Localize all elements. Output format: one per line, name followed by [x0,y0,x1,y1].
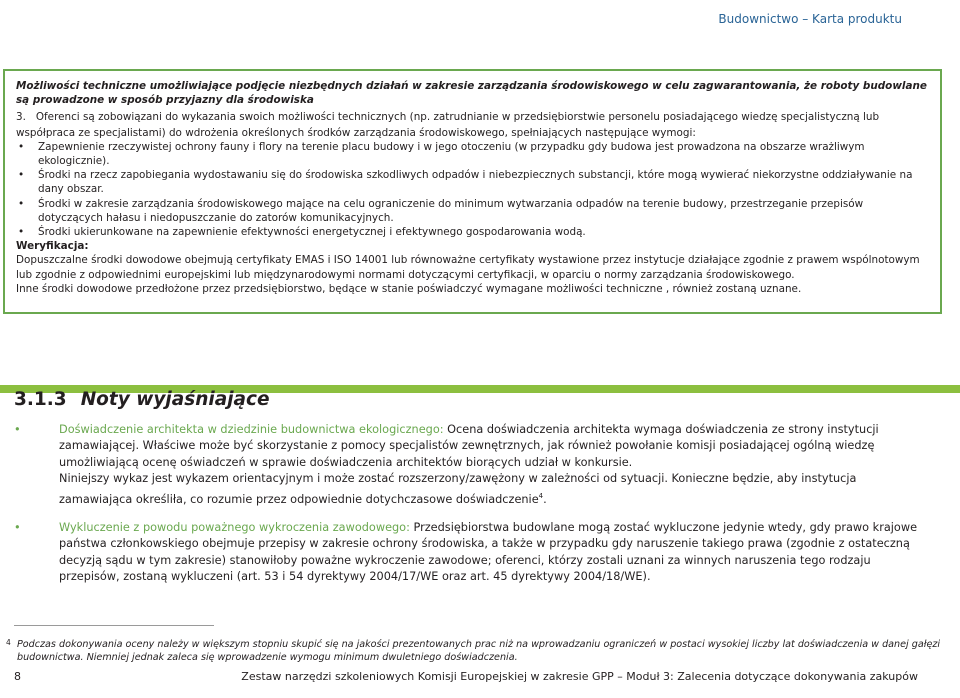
section-heading [14,389,270,410]
list-item: • Zapewnienie rzeczywistej ochrony fauny i flory na terenie placu budowy i w jego otoczeniu (w przypadku gdy budowa jest prowadzona na obszarze wrażliwym ekologicznie). [18,140,865,168]
explanatory-notes [14,422,919,585]
note-text: Przedsiębiorstwa budowlane mogą zostać wykluczone jedynie wtedy, gdy prawo krajowe państwa członkowskiego obejmuje przepisy w zakresie ochrony środowiska, a także w przypadku gdy naruszenie takiego prawa (zgodnie z ostateczną decyzją sądu w tym zakresie) stanowiłoby poważne wykroczenie zawodowe; oferenci, którzy zostali uznani za winnych naruszenia tego rodzaju przepisów, zostaną wykluczeni (art. 53 i 54 dyrektywy 2004/17/WE oraz art. 45 dyrektywy 2004/18/WE). [59,520,918,584]
bullet-icon: • [18,169,25,182]
running-header: Budownictwo – Karta produktu [718,12,902,26]
footnote-text: Podczas dokonywania oceny należy w większym stopniu skupić się na jakości prezentowanych prac niż na wprowadzaniu ograniczeń w postaci wysokiej liczby lat doświadczenia w danej gałęzi budownictwa. Niemniej jednak zaleca się wprowadzenie wymogu minimum dwuletniego doświadczenia. [17,639,941,663]
note-term: Wykluczenie z powodu poważnego wykroczenia zawodowego: [59,520,410,534]
footnote-ref[interactable]: 4 [538,491,544,500]
criteria-item [16,110,930,124]
criteria-box [3,69,942,314]
footer-title: Zestaw narzędzi szkoleniowych Komisji Europejskiej w zakresie GPP – Moduł 3: Zalecenia dotyczące dokonywania zakupów [241,670,918,683]
page-number: 8 [14,670,21,683]
bullet-icon: • [18,197,25,210]
bullet-icon: • [14,423,21,436]
note-text: Niniejszy wykaz jest wykazem orientacyjnym i może zostać rozszerzony/zawężony w zależności od sytuacji. Konieczne będzie, aby instytucja zamawiająca określiła, co rozumie przez odpowiednie dotychczasowe doświadczenie [59,472,857,506]
list-item: • Środki na rzecz zapobiegania wydostawaniu się do środowiska szkodliwych odpadów i niebezpiecznych substancji, które mogą wywierać niekorzystne oddziaływanie na dany obszar. [18,169,913,196]
list-item: • Środki ukierunkowane na zapewnienie efektywności energetycznej i efektywnego gospodarowania wodą. [18,226,586,239]
criteria-intro: współpraca ze specjalistami) do wdrożenia określonych środków zarządzania środowiskowego, spełniających następujące wymogi: [16,126,696,139]
item-number: 3. [16,111,26,124]
note-term: Doświadczenie architekta w dziedzinie budownictwa ekologicznego: [59,423,444,436]
note-item [14,520,919,586]
footnote-mark: 4 [6,638,11,647]
bullet-icon: • [18,140,25,153]
other-evidence-text: Inne środki dowodowe przedłożone przez przedsiębiorstwo, będące w stanie poświadczyć wymagane możliwości techniczne , również zostaną uznane. [16,282,802,295]
item-text: Oferenci są zobowiązani do wykazania swoich możliwości technicznych (np. zatrudnianie w przedsiębiorstwie personelu posiadającego wiedzę specjalistyczną lub [35,111,880,124]
note-item: • Doświadczenie architekta w dziedzinie budownictwa ekologicznego: Ocena doświadczenia architekta wymaga doświadczenia ze strony instytucji zamawiającej. Właściwe może być skorzystanie z pomocy specjalistów zewnętrznych, jak również powołanie komisji posiadającej ogólną wiedzę umożliwiającą ocenę oświadczeń w sprawie doświadczenia architektów biorących udział w konkursie. Niniejszy wykaz jest wykazem orientacyjnym i może zostać rozszerzony/zawężony w zależności od sytuacji. Konieczne będzie, aby instytucja zamawiająca określiła, co rozumie przez odpowiednie dotychczasowe doświadczenie$^4$. [14,423,879,506]
bullet-icon: • [18,226,25,239]
verification-text: Dopuszczalne środki dowodowe obejmują certyfikaty EMAS i ISO 14001 lub równoważne certyfikaty wystawione przez instytucje działające zgodnie z prawem wspólnotowym lub zgodnie z odpowiednimi europejskimi lub międzynarodowymi normami dotyczącymi certyfikacji, w oparciu o normy zarządzania środowiskowego. [16,254,920,281]
section-number: 3.1.3 [14,389,67,410]
criteria-title: Możliwości techniczne umożliwiające podjęcie niezbędnych działań w zakresie zarządzania środowiskowego w celu zagwarantowania, że roboty budowlane są prowadzone w sposób przyjazny dla środowiska [16,80,927,107]
footnote [6,639,942,664]
verification-label: Weryfikacja: [16,240,89,253]
section-title: Noty wyjaśniające [80,389,270,410]
footnote-separator [14,625,214,626]
note-text: Ocena doświadczenia architekta wymaga doświadczenia ze strony instytucji zamawiającej. Właściwe może być skorzystanie z pomocy specjalistów zewnętrznych, jak również powołanie komisji posiadającej ogólną wiedzę umożliwiającą ocenę oświadczeń w sprawie doświadczenia architektów biorących udział w konkursie. [59,423,879,469]
bullet-icon: • [14,520,21,534]
list-item: • Środki w zakresie zarządzania środowiskowego mające na celu ograniczenie do minimum wytwarzania odpadów na terenie budowy, przestrzeganie przepisów dotyczących hałasu i niedopuszczanie do zatorów komunikacyjnych. [18,197,864,224]
requirements-list [16,140,930,239]
